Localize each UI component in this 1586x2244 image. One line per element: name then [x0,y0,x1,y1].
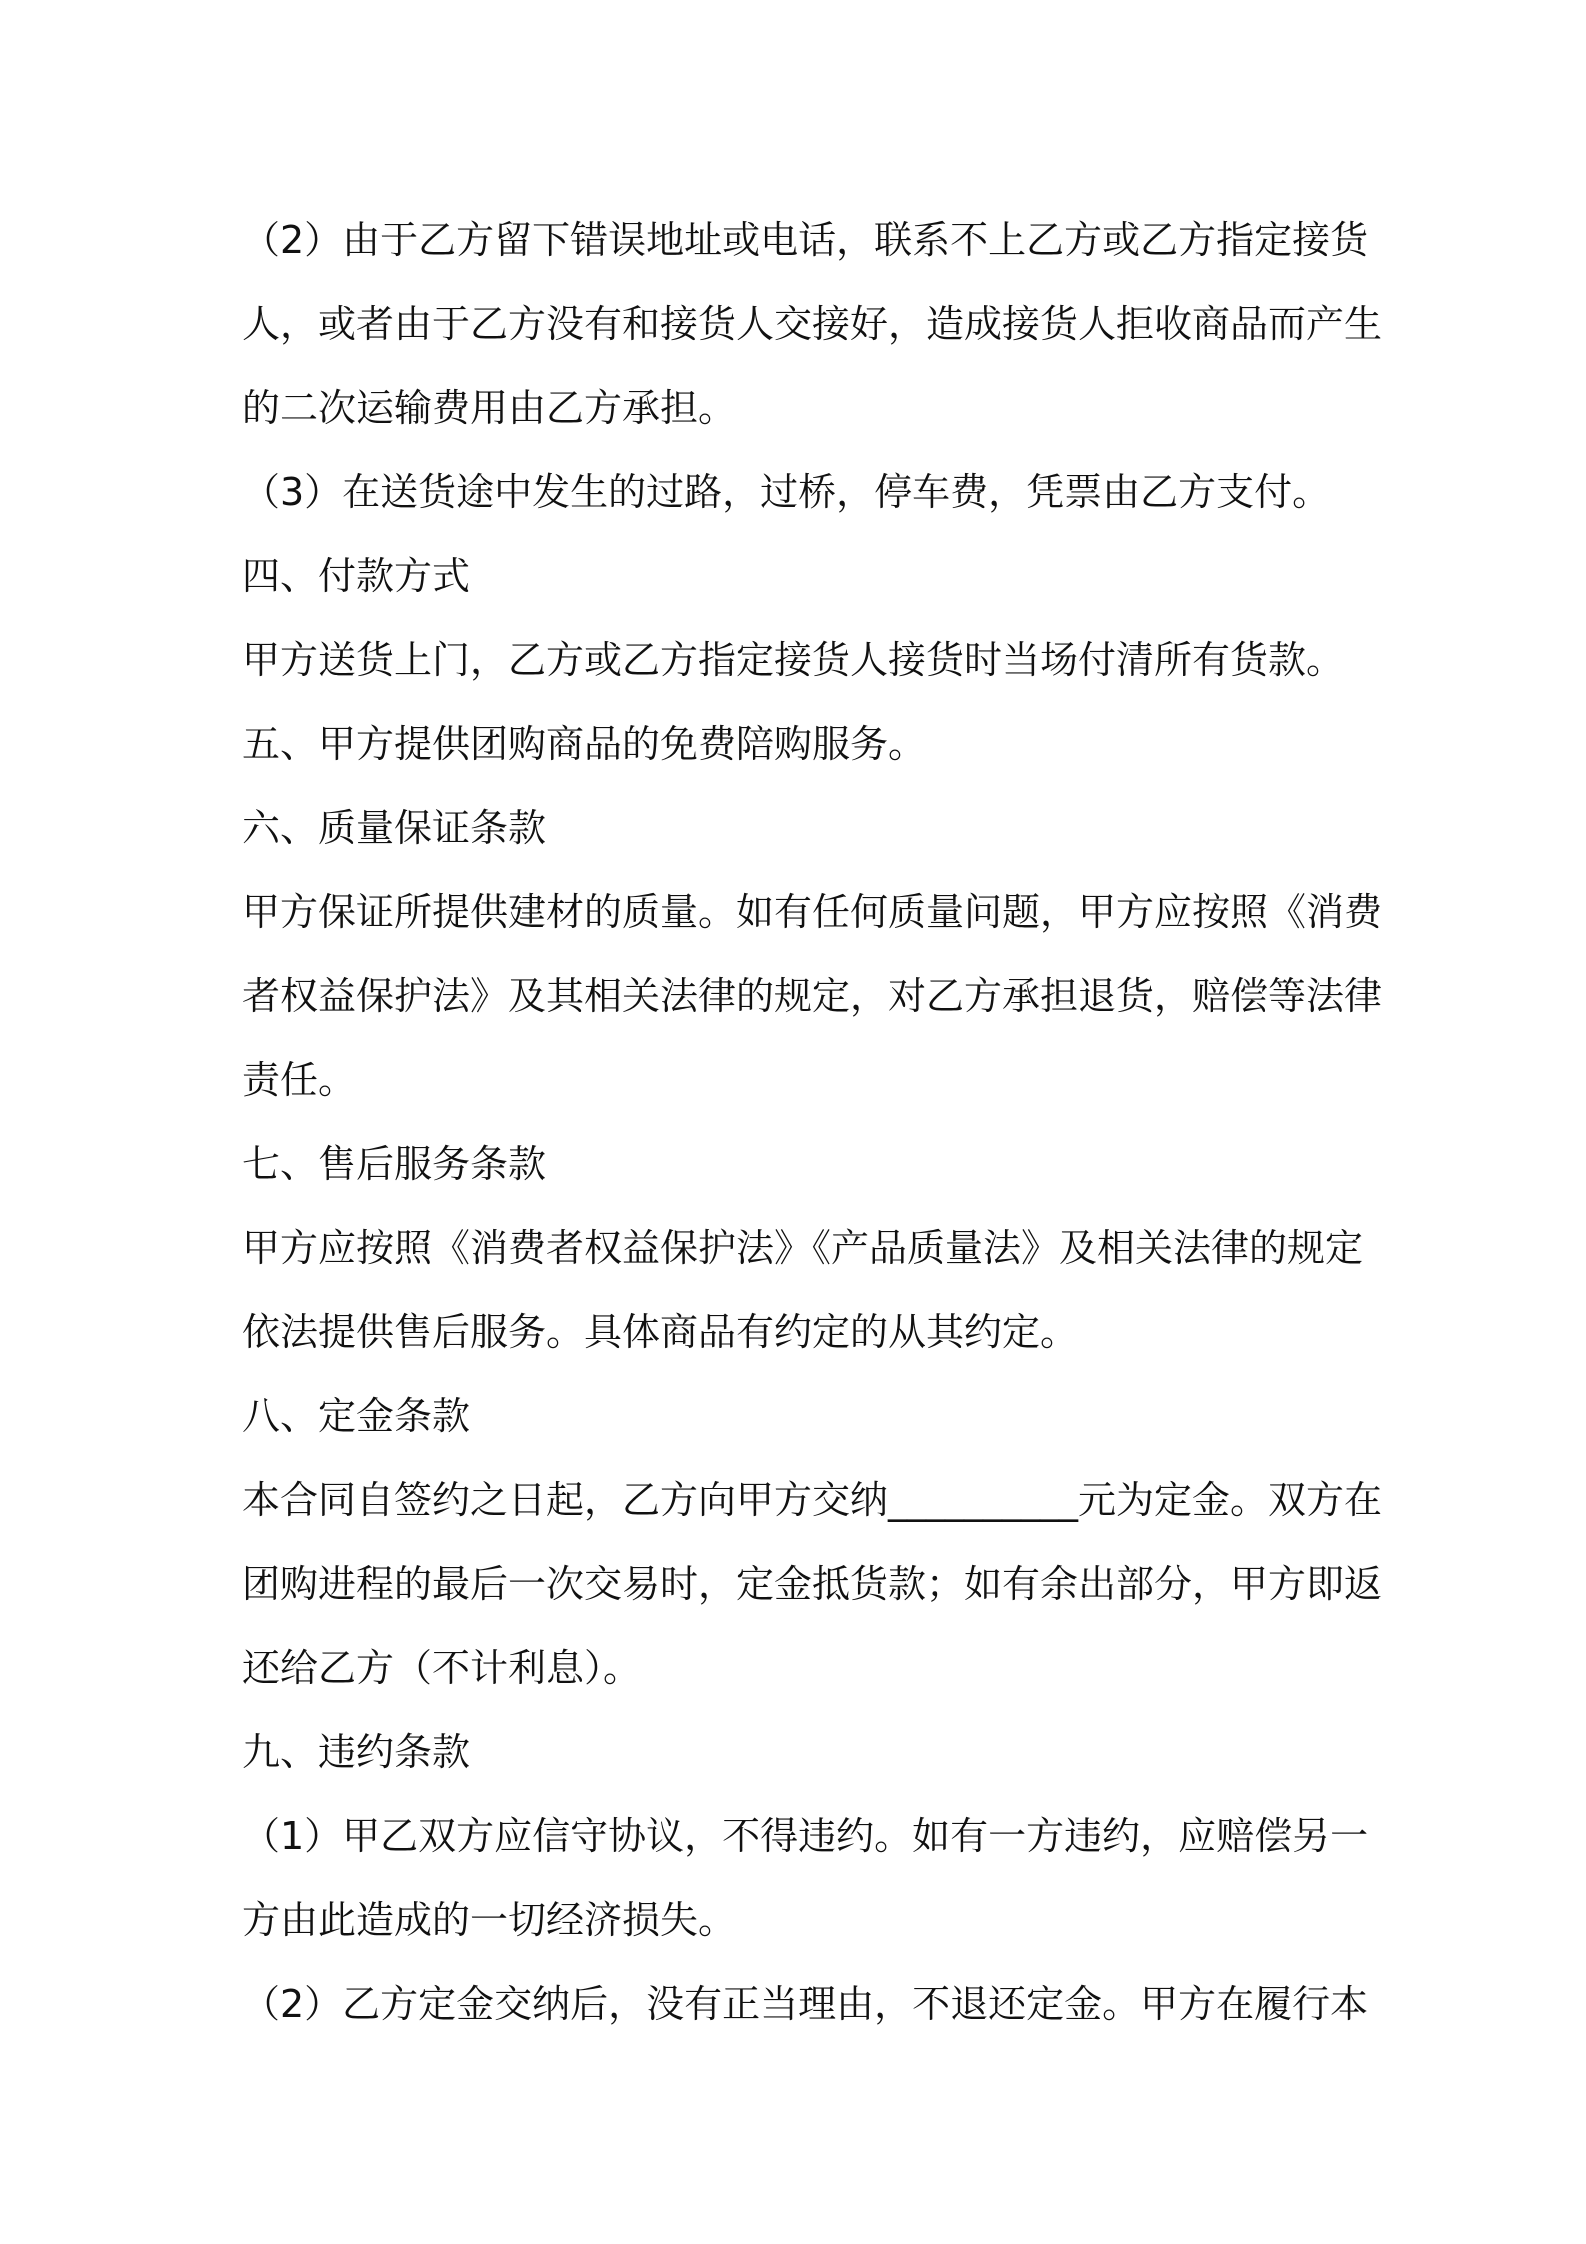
paragraph-line: 还给乙方（不计利息）。 [242,1646,642,1690]
paragraph-line: 依法提供售后服务。具体商品有约定的从其约定。 [242,1310,1079,1354]
paragraph-line: （2）由于乙方留下错误地址或电话，联系不上乙方或乙方指定接货 [242,218,1369,262]
paragraph-line: 甲方保证所提供建材的质量。如有任何质量问题，甲方应按照《消费 [242,890,1383,934]
document-body [242,198,1383,2046]
paragraph-line: 甲方应按照《消费者权益保护法》《产品质量法》及相关法律的规定 [242,1226,1364,1270]
paragraph-line: 责任。 [242,1058,357,1102]
paragraph-line: 团购进程的最后一次交易时，定金抵货款；如有余出部分，甲方即返 [242,1562,1383,1606]
section-heading: 四、付款方式 [242,554,471,598]
paragraph-line: （3）在送货途中发生的过路，过桥，停车费，凭票由乙方支付。 [242,470,1331,514]
section-heading: 九、违约条款 [242,1730,471,1774]
paragraph-line: 本合同自签约之日起，乙方向甲方交纳__________元为定金。双方在 [242,1478,1383,1522]
section-heading: 六、质量保证条款 [242,806,547,850]
paragraph-line: 者权益保护法》及其相关法律的规定，对乙方承担退货，赔偿等法律 [242,974,1383,1018]
paragraph-line: 人，或者由于乙方没有和接货人交接好，造成接货人拒收商品而产生 [242,302,1383,346]
section-heading: 七、售后服务条款 [242,1142,547,1186]
section-heading: 八、定金条款 [242,1394,471,1438]
paragraph-line: 方由此造成的一切经济损失。 [242,1898,737,1942]
section-heading: 五、甲方提供团购商品的免费陪购服务。 [242,722,927,766]
paragraph-line: 的二次运输费用由乙方承担。 [242,386,737,430]
paragraph-line: （2）乙方定金交纳后，没有正当理由，不退还定金。甲方在履行本 [242,1982,1369,2026]
paragraph-line: 甲方送货上门，乙方或乙方指定接货人接货时当场付清所有货款。 [242,638,1345,682]
paragraph-line: （1）甲乙双方应信守协议，不得违约。如有一方违约，应赔偿另一 [242,1814,1369,1858]
